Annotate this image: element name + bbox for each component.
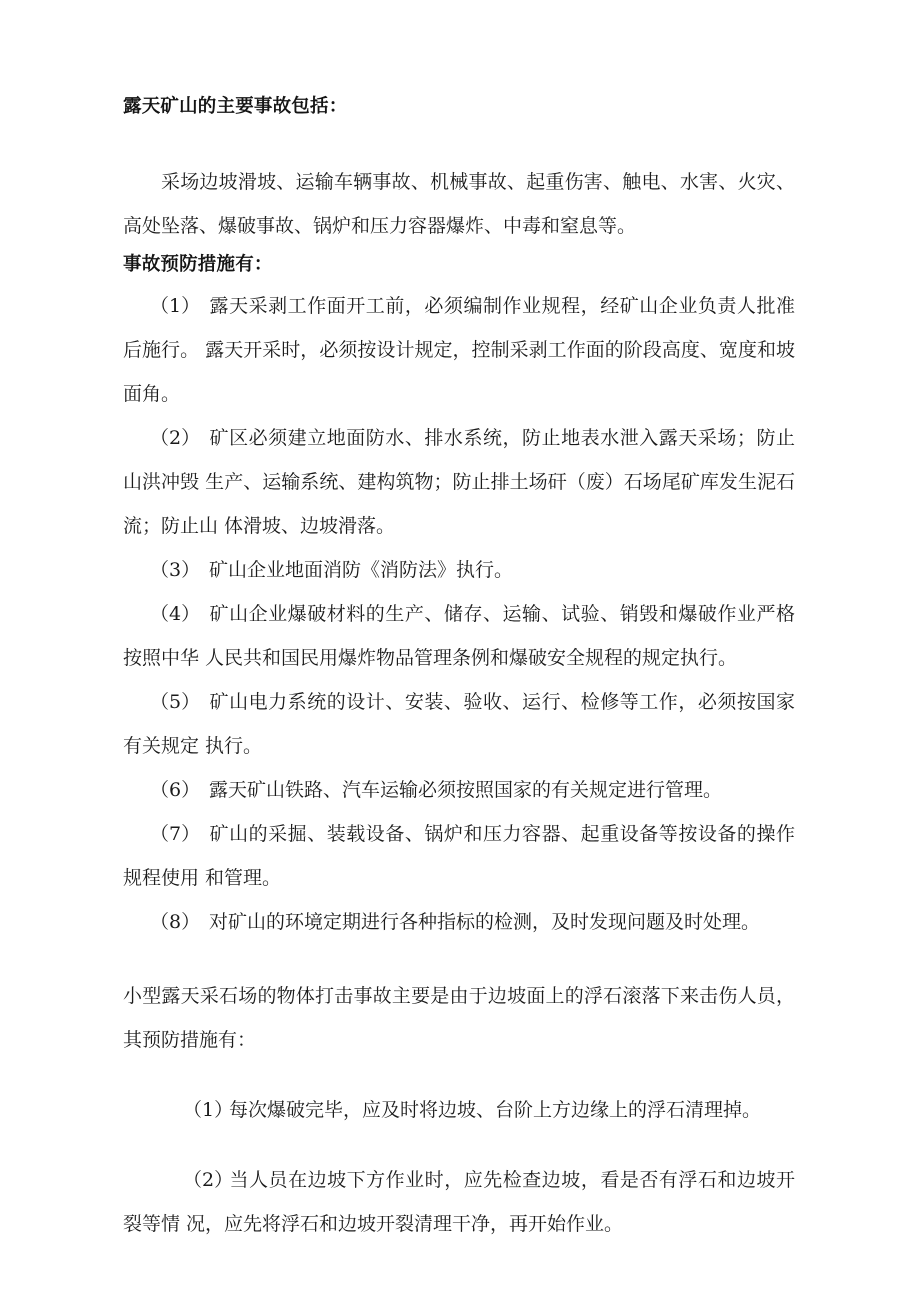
paragraph-quarry-intro: 小型露天采石场的物体打击事故主要是由于边坡面上的浮石滚落下来击伤人员，其预防措施有：: [123, 985, 795, 1051]
list-item-text: 露天矿山铁路、汽车运输必须按照国家的有关规定进行管理。: [209, 779, 723, 801]
list-item-marker: （2）: [183, 1169, 234, 1191]
list-item: [123, 1158, 795, 1246]
list-item-text: 露天采剥工作面开工前，必须编制作业规程，经矿山企业负责人批准后施行。 露天开采时，必须按设计规定，控制采剥工作面的阶段高度、宽度和坡面角。: [123, 295, 795, 405]
heading-main-accidents: 露天矿山的主要事故包括：: [123, 96, 348, 117]
list-item-text: 每次爆破完毕，应及时将边坡、台阶上方边缘上的浮石清理掉。: [229, 1099, 762, 1121]
list-item: [123, 900, 795, 944]
list-item-text: 矿山电力系统的设计、安装、验收、运行、检修等工作，必须按国家有关规定 执行。: [123, 691, 795, 757]
list-item-marker: （2）: [150, 427, 201, 449]
document-body: [123, 92, 795, 1246]
list-item: [123, 416, 795, 548]
paragraph-accidents-list: 采场边坡滑坡、运输车辆事故、机械事故、起重伤害、触电、水害、火灾、高处坠落、爆破事故、锅炉和压力容器爆炸、中毒和窒息等。: [123, 171, 795, 237]
list-item-marker: （6）: [150, 779, 201, 801]
list-item: [123, 284, 795, 416]
spacer: [123, 1062, 795, 1088]
list-item-marker: （8）: [150, 911, 201, 933]
list-item-text: 矿山的采掘、装载设备、锅炉和压力容器、起重设备等按设备的操作规程使用 和管理。: [123, 823, 795, 889]
spacer: [123, 1132, 795, 1158]
list-item-marker: （5）: [150, 691, 201, 713]
list-item-marker: （1）: [183, 1099, 234, 1121]
list-item-marker: （7）: [150, 823, 201, 845]
list-item-text: 矿山企业爆破材料的生产、储存、运输、试验、销毁和爆破作业严格按照中华 人民共和国民用爆炸物品管理条例和爆破安全规程的规定执行。: [123, 603, 795, 669]
list-item: [123, 548, 795, 592]
list-item-text: 当人员在边坡下方作业时，应先检查边坡，看是否有浮石和边坡开裂等情 况，应先将浮石和边坡开裂清理干净，再开始作业。: [123, 1169, 795, 1235]
list-item-marker: （1）: [150, 295, 201, 317]
list-item: [123, 1088, 795, 1132]
spacer: [123, 944, 795, 974]
list-item-marker: （4）: [150, 603, 201, 625]
list-item: [123, 592, 795, 680]
list-item-text: 矿区必须建立地面防水、排水系统，防止地表水泄入露天采场；防止山洪冲毁 生产、运输系统、建构筑物；防止排土场矸（废）石场尾矿库发生泥石流；防止山 体滑坡、边坡滑落。: [123, 427, 795, 537]
list-item: [123, 680, 795, 768]
list-item-text: 矿山企业地面消防《消防法》执行。: [209, 559, 514, 581]
list-item: [123, 812, 795, 900]
spacer: [123, 122, 795, 160]
list-item-marker: （3）: [150, 559, 201, 581]
heading-prevention-measures: 事故预防措施有：: [123, 254, 273, 275]
list-item: [123, 768, 795, 812]
list-item-text: 对矿山的环境定期进行各种指标的检测，及时发现问题及时处理。: [209, 911, 761, 933]
